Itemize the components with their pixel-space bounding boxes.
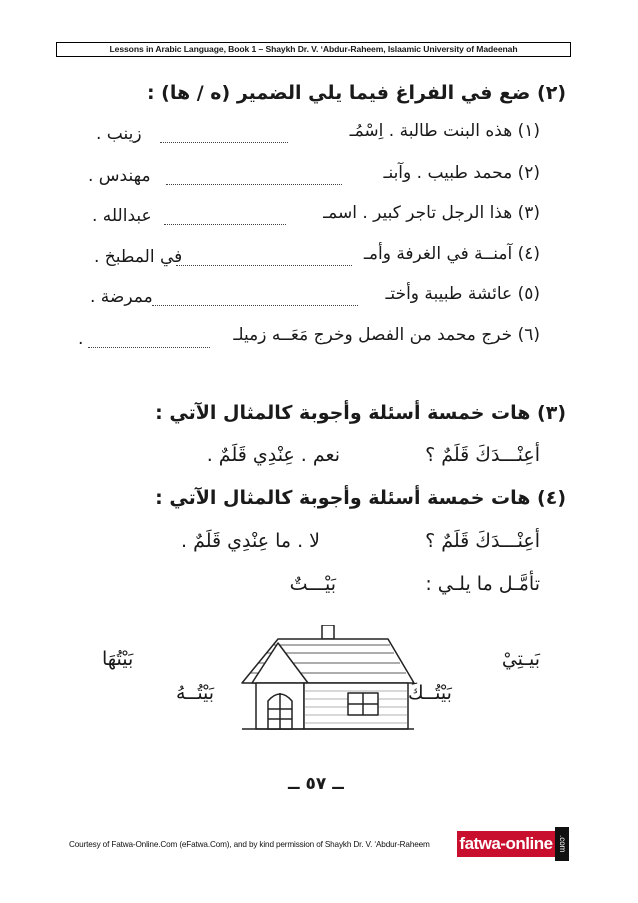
exercise-2-line-4-end: في المطبخ .: [94, 247, 183, 267]
exercise-2-line-5-end: ممرضة .: [90, 287, 153, 307]
exercise-2-line-1-end: زينب .: [96, 124, 142, 144]
exercise-2-line-1: (١) هذه البنت طالبة . اِسْمُـ: [349, 121, 540, 141]
exercise-2-line-2: (٢) محمد طبيب . وآبنـ: [383, 163, 540, 183]
exercise-2-heading: (٢) ضع في الفراغ فيما يلي الضمير (ه / ها) :: [146, 82, 566, 104]
exercise-4-heading: (٤) هات خمسة أسئلة وأجوبة كالمثال الآتي :: [155, 487, 566, 509]
exercise-4-answer: لا . ما عِنْدِي قَلَمٌ .: [180, 530, 320, 552]
exercise-2-line-3-end: عبدالله .: [92, 206, 152, 226]
logo-text: fatwa-online: [457, 831, 555, 857]
house-label-my-house: بَيـتِيْ: [501, 648, 540, 670]
blank-line-2: [166, 184, 342, 185]
exercise-2-line-4: (٤) آمنــة في الغرفة وأمـ: [363, 244, 540, 264]
exercise-3-question: أعِنْـــدَكَ قَلَمٌ ؟: [425, 444, 540, 466]
observe-word: بَيْـــتٌ: [289, 573, 336, 595]
observe-label: تأمَّـل ما يلـي :: [425, 573, 540, 595]
blank-line-5: [152, 305, 358, 306]
exercise-2-line-5: (٥) عائشة طبيبة وأختـ: [385, 284, 540, 304]
page-number: ــ ٥٧ ــ: [288, 774, 344, 794]
footer-credit: Courtesy of Fatwa-Online.Com (eFatwa.Com), and by kind permission of Shaykh Dr. V. ‘Abdur-Raheem: [69, 840, 430, 849]
blank-line-1: [160, 142, 288, 143]
blank-line-4: [176, 265, 352, 266]
house-illustration: [238, 625, 416, 733]
exercise-3-heading: (٣) هات خمسة أسئلة وأجوبة كالمثال الآتي :: [155, 402, 566, 424]
house-label-his-house: بَيْتُــهُ: [176, 682, 215, 704]
exercise-3-answer: نعم . عِنْدِي قَلَمٌ .: [206, 444, 340, 466]
exercise-4-question: أعِنْـــدَكَ قَلَمٌ ؟: [425, 530, 540, 552]
exercise-2-line-6-end: .: [78, 329, 84, 349]
exercise-2-line-3: (٣) هذا الرجل تاجر كبير . اسمـ: [323, 203, 540, 223]
page-header: Lessons in Arabic Language, Book 1 – Shaykh Dr. V. ‘Abdur-Raheem, Islaamic University of Madeenah: [56, 42, 571, 57]
logo-side-text: .com: [555, 827, 569, 861]
blank-line-6: [88, 347, 210, 348]
house-label-her-house: بَيْتُهَا: [102, 648, 134, 670]
blank-line-3: [164, 224, 286, 225]
exercise-2-line-6: (٦) خرج محمد من الفصل وخرج مَعَــه زميلـ: [233, 325, 540, 345]
exercise-2-line-2-end: مهندس .: [88, 166, 151, 186]
fatwa-online-logo[interactable]: [457, 827, 569, 861]
house-label-your-house: بَيْتُــكَ: [408, 682, 452, 704]
